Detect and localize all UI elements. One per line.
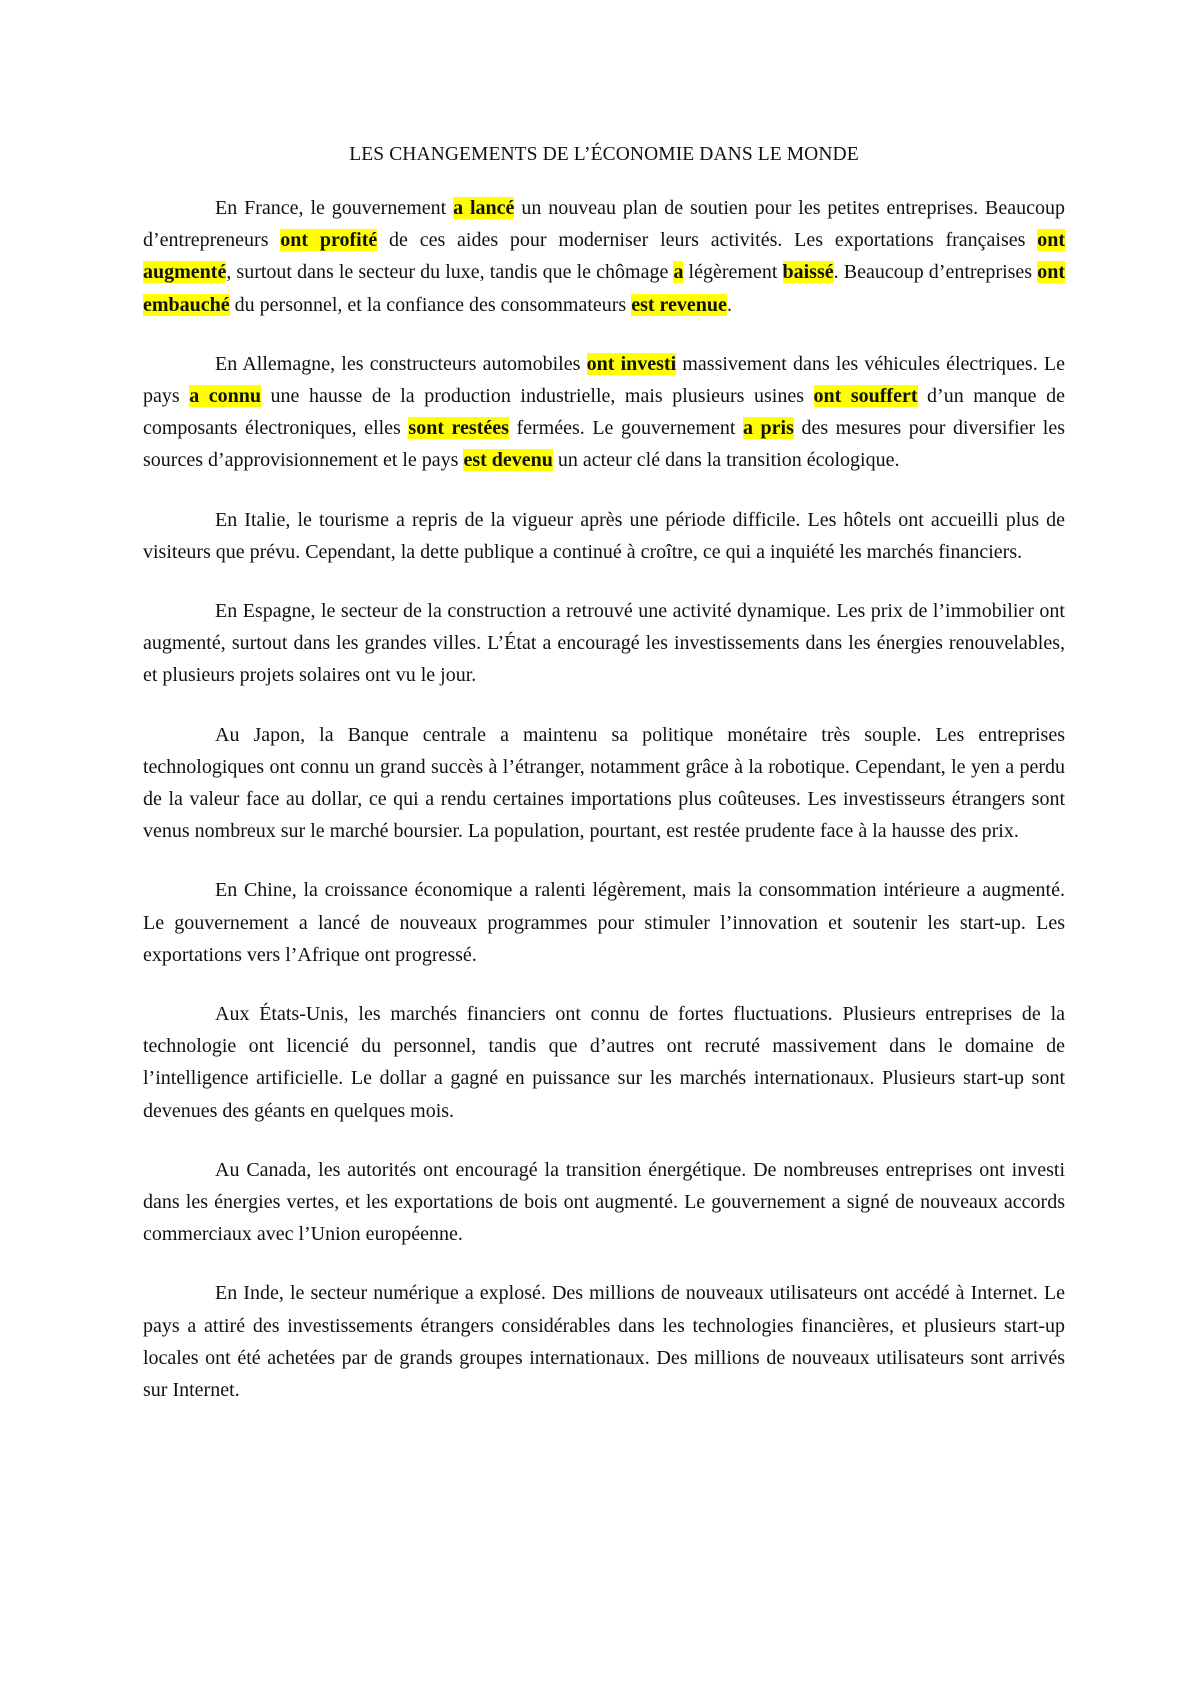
- highlighted-verb: sont restées: [408, 417, 509, 440]
- text-segment: Au Canada, les autorités ont encouragé la transition énergétique. De nombreuses entreprises ont investi dans les énergies vertes, et les exportations de bois ont augmenté. Le gouvernement a signé de nouveaux accords commerciaux avec l’Union européenne.: [143, 1158, 1065, 1246]
- text-segment: En Inde, le secteur numérique a explosé. Des millions de nouveaux utilisateurs ont accédé à Internet. Le pays a attiré des investissements étrangers considérables dans les technologies financières, et plusieurs start-up locales ont été achetées par de grands groupes internationaux. Des millions de nouveaux utilisateurs sont arrivés sur Internet.: [143, 1282, 1065, 1402]
- highlighted-verb: a: [673, 261, 684, 284]
- highlighted-verb: baissé: [782, 261, 834, 284]
- paragraph-japon: [143, 719, 1065, 848]
- highlighted-verb: est revenue: [631, 293, 727, 316]
- text-segment: massivement dans les véhicules électriques. Le pays: [143, 352, 1066, 408]
- text-segment: un acteur clé dans la transition écologique.: [552, 449, 900, 472]
- text-segment: .: [726, 293, 732, 316]
- text-segment: d’un manque de composants électroniques, elles: [143, 385, 1065, 440]
- text-segment: En Chine, la croissance économique a ralenti légèrement, mais la consommation intérieure a augmenté. Le gouvernement a lancé de nouveaux programmes pour stimuler l’innovation et soutenir les start-up. Les exportations vers l’Afrique ont progressé.: [143, 879, 1065, 966]
- document-page: [143, 142, 1065, 1433]
- text-segment: fermées. Le gouvernement: [508, 417, 743, 440]
- highlighted-verb: ont profité: [280, 229, 378, 252]
- paragraph-états-unis: [143, 998, 1065, 1127]
- highlighted-verb: ont investi: [586, 352, 677, 375]
- text-segment: Au Japon, la Banque centrale a maintenu sa politique monétaire très souple. Les entreprises technologiques ont connu un grand succès à l’étranger, notamment grâce à la robotique. Cependant, le yen a perdu de la valeur face au dollar, ce qui a rendu certaines importations plus coûteuses. Les investisseurs étrangers sont venus nombreux sur le marché boursier. La population, pourtant, est restée prudente face à la hausse des prix.: [143, 723, 1065, 843]
- paragraph-canada: [143, 1154, 1065, 1251]
- text-segment: Aux États-Unis, les marchés financiers ont connu de fortes fluctuations. Plusieurs entreprises de la technologie ont licencié du personnel, tandis que d’autres ont recruté massivement dans le domaine de l’intelligence artificielle. Le dollar a gagné en puissance sur les marchés internationaux. Plusieurs start-up sont devenues des géants en quelques mois.: [143, 1003, 1065, 1122]
- text-segment: des mesures pour diversifier les sources d’approvisionnement et le pays: [143, 417, 1065, 472]
- text-segment: En France, le gouvernement: [215, 197, 454, 219]
- highlighted-verb: ont souffert: [813, 385, 918, 408]
- document-body: [143, 192, 1065, 1406]
- text-segment: . Beaucoup d’entreprises: [833, 261, 1038, 284]
- paragraph-espagne: [143, 595, 1065, 692]
- paragraph-inde: [143, 1277, 1065, 1406]
- highlighted-verb: a lancé: [453, 197, 515, 219]
- highlighted-verb: ont augmenté: [143, 229, 1065, 284]
- highlighted-verb: a connu: [189, 385, 261, 408]
- text-segment: de ces aides pour moderniser leurs activités. Les exportations françaises: [377, 229, 1038, 252]
- highlighted-verb: est devenu: [463, 449, 553, 472]
- paragraph-chine: [143, 874, 1065, 971]
- highlighted-verb: a pris: [742, 417, 794, 440]
- text-segment: du personnel, et la confiance des consommateurs: [229, 293, 632, 316]
- highlighted-verb: ont embauché: [143, 261, 1065, 316]
- document-title: LES CHANGEMENTS DE L’ÉCONOMIE DANS LE MONDE: [349, 144, 859, 165]
- paragraph-allemagne: [143, 348, 1065, 477]
- paragraph-france: [143, 192, 1065, 321]
- text-segment: En Italie, le tourisme a repris de la vigueur après une période difficile. Les hôtels ont accueilli plus de visiteurs que prévu. Cependant, la dette publique a continué à croître, ce qui a inquiété les marchés financiers.: [143, 508, 1065, 563]
- text-segment: légèrement: [683, 261, 783, 284]
- text-segment: un nouveau plan de soutien pour les petites entreprises. Beaucoup d’entrepreneurs: [143, 197, 1066, 252]
- text-segment: une hausse de la production industrielle, mais plusieurs usines: [261, 385, 814, 408]
- paragraph-italie: [143, 504, 1065, 568]
- text-segment: , surtout dans le secteur du luxe, tandis que le chômage: [226, 261, 674, 284]
- text-segment: En Espagne, le secteur de la construction a retrouvé une activité dynamique. Les prix de l’immobilier ont augmenté, surtout dans les grandes villes. L’État a encouragé les investissements dans les énergies renouvelables, et plusieurs projets solaires ont vu le jour.: [143, 600, 1065, 687]
- text-segment: En Allemagne, les constructeurs automobiles: [215, 352, 587, 375]
